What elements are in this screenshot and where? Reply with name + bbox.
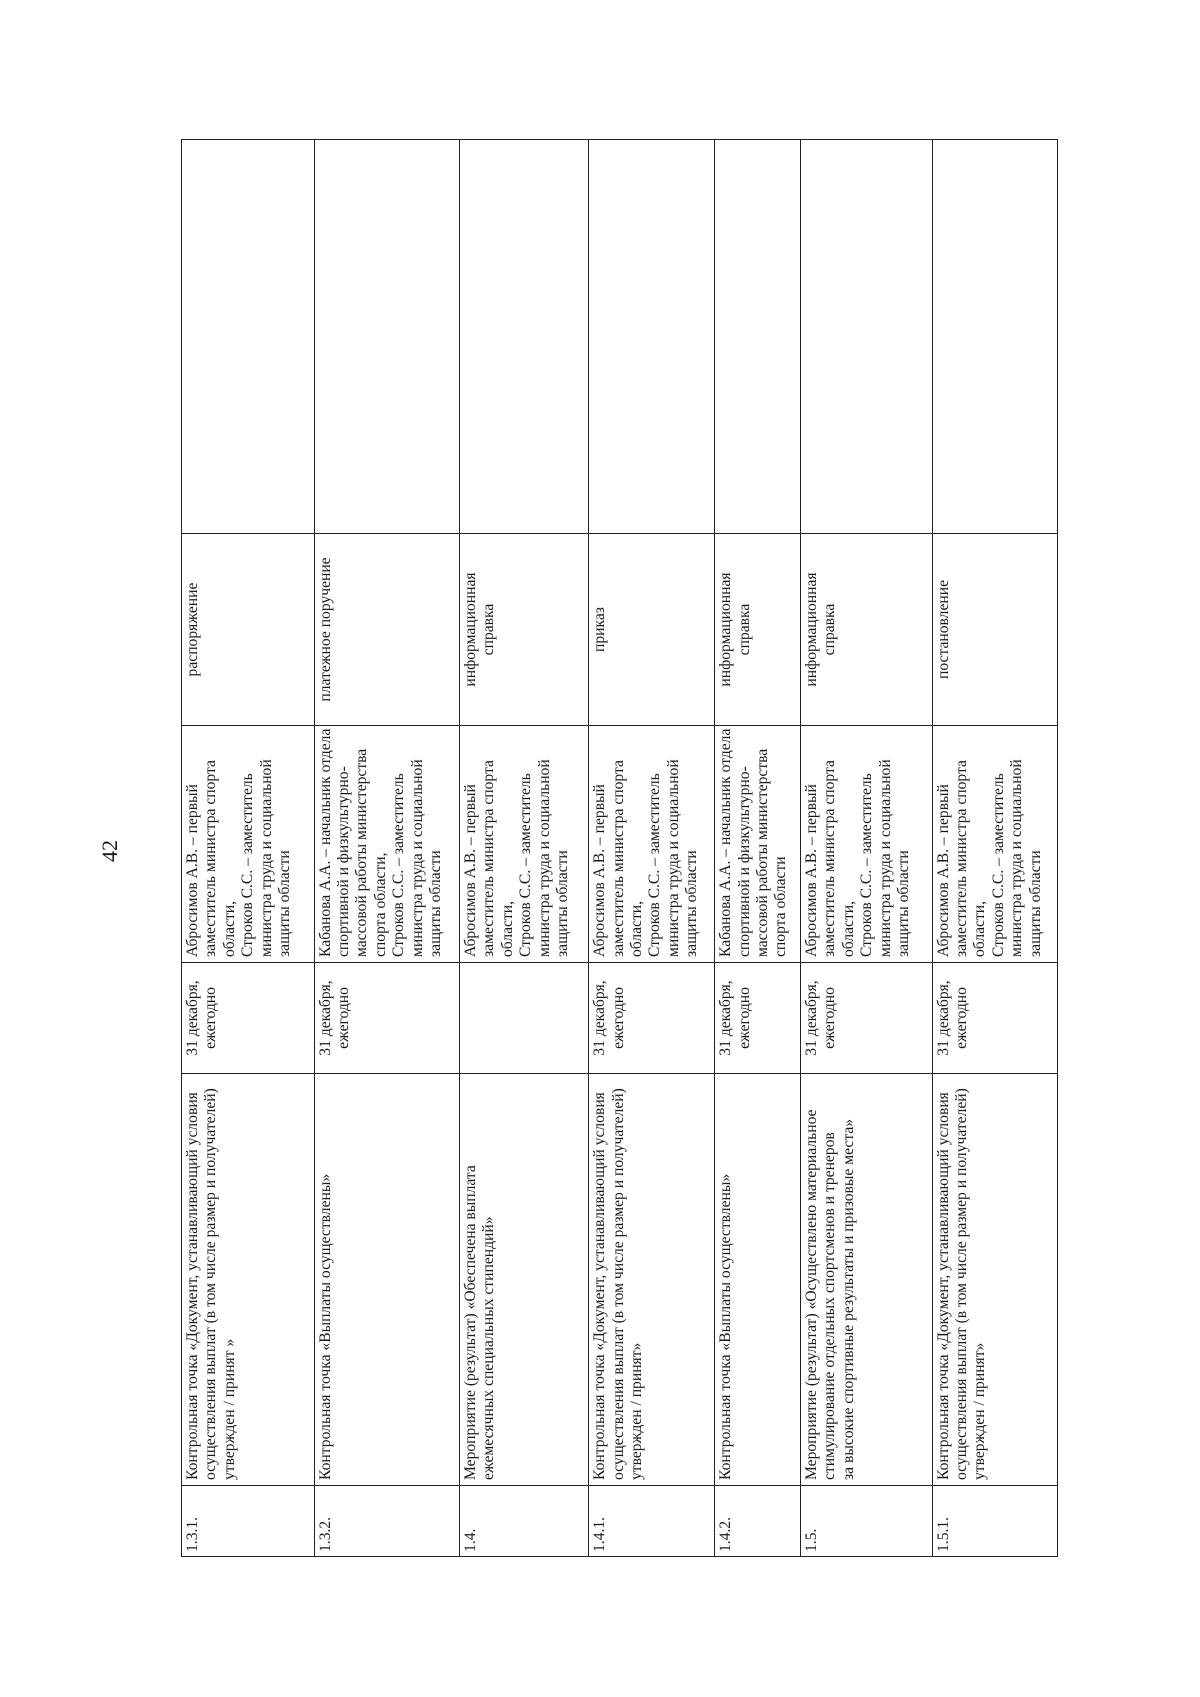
- cell-responsible-line: области,: [498, 900, 516, 957]
- cell-date-line: 31 декабря,: [591, 980, 609, 1056]
- cell-date: [314, 963, 459, 1074]
- cell-responsible-line: массовой работы министерства: [754, 748, 772, 957]
- cell-responsible-line: министра труда и социальной: [664, 759, 682, 957]
- cell-responsible-line: Абросимов А.В. – первый: [461, 784, 479, 957]
- cell-responsible-line: Строков С.С. – заместитель: [390, 773, 408, 957]
- cell-document-line: справка: [480, 603, 498, 656]
- cell-name-line: за высокие спортивные результаты и призовые места»: [839, 1118, 857, 1480]
- cell-responsible-line: спорта области: [772, 856, 790, 957]
- cell-document-line: справка: [735, 603, 753, 656]
- cell-document: [801, 534, 932, 726]
- cell-date: [459, 963, 588, 1074]
- cell-extra: [182, 140, 315, 534]
- cell-date: [715, 963, 801, 1074]
- cell-document-line: платежное поручение: [316, 557, 334, 702]
- cell-name: [459, 1074, 588, 1486]
- cell-responsible-line: Строков С.С. – заместитель: [858, 773, 876, 957]
- cell-document: [459, 534, 588, 726]
- cell-number: 1.3.1.: [182, 1486, 315, 1557]
- table-row: [801, 140, 932, 1557]
- cell-document-line: постановление: [934, 580, 952, 679]
- cell-extra: [459, 140, 588, 534]
- cell-responsible-line: Абросимов А.В. – первый: [934, 784, 952, 957]
- cell-responsible-line: Строков С.С. – заместитель: [239, 773, 257, 957]
- cell-date-line: ежегодно: [821, 987, 839, 1049]
- table-body: [182, 140, 1058, 1557]
- cell-responsible-line: Абросимов А.В. – первый: [184, 784, 201, 957]
- cell-responsible-line: защиты области: [895, 850, 913, 957]
- cell-name-line: осуществления выплат (в том числе размер и получателей): [609, 1088, 627, 1480]
- cell-extra: [715, 140, 801, 534]
- cell-name-line: Контрольная точка «Выплаты осуществлены»: [717, 1173, 735, 1480]
- cell-responsible-line: массовой работы министерства: [353, 748, 371, 957]
- cell-extra: [314, 140, 459, 534]
- cell-name-line: Контрольная точка «Документ, устанавливающий условия: [934, 1092, 952, 1480]
- cell-responsible-line: Кабанова А.А. – начальник отдела: [316, 728, 334, 957]
- cell-document-line: информационная: [461, 572, 479, 687]
- cell-name-line: ежемесячных специальных стипендий»: [480, 1216, 498, 1480]
- cell-responsible-line: министра труда и социальной: [876, 759, 894, 957]
- cell-responsible-line: области,: [220, 900, 238, 957]
- cell-responsible-line: спорта области,: [371, 852, 389, 957]
- cell-responsible-line: заместитель министра спорта: [821, 760, 839, 957]
- cell-responsible-line: Кабанова А.А. – начальник отдела: [717, 728, 735, 957]
- cell-number: 1.5.: [801, 1486, 932, 1557]
- cell-document-line: распоряжение: [184, 582, 201, 677]
- cell-name-line: осуществления выплат (в том числе размер и получателей): [202, 1088, 220, 1480]
- cell-date-line: ежегодно: [334, 987, 352, 1049]
- control-points-table: [181, 139, 1058, 1557]
- cell-responsible-line: Строков С.С. – заместитель: [517, 773, 535, 957]
- cell-responsible-line: заместитель министра спорта: [609, 760, 627, 957]
- cell-responsible: [932, 726, 1057, 963]
- cell-responsible: [801, 726, 932, 963]
- cell-document-line: информационная: [803, 572, 821, 687]
- cell-number: 1.3.2.: [314, 1486, 459, 1557]
- cell-responsible: [459, 726, 588, 963]
- cell-name-line: осуществления выплат (в том числе размер и получателей): [952, 1088, 970, 1480]
- cell-date-line: ежегодно: [609, 987, 627, 1049]
- cell-name-line: утвержден / принят»: [971, 1342, 989, 1480]
- table-row: [182, 140, 315, 1557]
- table-row: [459, 140, 588, 1557]
- cell-date: [589, 963, 715, 1074]
- cell-number: 1.5.1.: [932, 1486, 1057, 1557]
- cell-date-line: 31 декабря,: [184, 980, 201, 1056]
- cell-number: 1.4.: [459, 1486, 588, 1557]
- cell-date-line: ежегодно: [735, 987, 753, 1049]
- cell-responsible-line: министра труда и социальной: [1008, 759, 1026, 957]
- table-row: [932, 140, 1057, 1557]
- cell-name: [715, 1074, 801, 1486]
- cell-name: [801, 1074, 932, 1486]
- cell-name-line: утвержден / принят»: [628, 1342, 646, 1480]
- cell-name: [182, 1074, 315, 1486]
- cell-name: [589, 1074, 715, 1486]
- cell-name-line: Контрольная точка «Документ, устанавливающий условия: [184, 1092, 201, 1480]
- cell-date-line: 31 декабря,: [934, 980, 952, 1056]
- cell-responsible-line: Абросимов А.В. – первый: [591, 784, 609, 957]
- cell-document-line: приказ: [591, 607, 609, 652]
- cell-document: [182, 534, 315, 726]
- cell-responsible-line: защиты области: [426, 850, 444, 957]
- cell-date-line: ежегодно: [952, 987, 970, 1049]
- table-row: [589, 140, 715, 1557]
- cell-document: [314, 534, 459, 726]
- rotated-table-container: [181, 140, 1058, 1557]
- cell-date-line: 31 декабря,: [803, 980, 821, 1056]
- cell-date: [801, 963, 932, 1074]
- cell-responsible-line: министра труда и социальной: [408, 759, 426, 957]
- cell-date-line: 31 декабря,: [316, 980, 334, 1056]
- cell-responsible-line: заместитель министра спорта: [202, 760, 220, 957]
- page-number: 42: [97, 840, 122, 862]
- cell-responsible: [715, 726, 801, 963]
- cell-responsible-line: защиты области: [1026, 850, 1044, 957]
- cell-responsible-line: Строков С.С. – заместитель: [989, 773, 1007, 957]
- cell-extra: [801, 140, 932, 534]
- cell-name-line: Контрольная точка «Выплаты осуществлены»: [316, 1173, 334, 1480]
- cell-responsible-line: министра труда и социальной: [535, 759, 553, 957]
- cell-document-line: информационная: [717, 572, 735, 687]
- cell-responsible-line: спортивной и физкультурно-: [735, 766, 753, 957]
- cell-responsible-line: защиты области: [276, 850, 294, 957]
- cell-document: [932, 534, 1057, 726]
- cell-date-line: 31 декабря,: [717, 980, 735, 1056]
- cell-document-line: справка: [821, 603, 839, 656]
- cell-responsible-line: спортивной и физкультурно-: [334, 766, 352, 957]
- cell-name-line: Мероприятие (результат) «Обеспечена выплата: [461, 1165, 479, 1480]
- cell-responsible-line: министра труда и социальной: [257, 759, 275, 957]
- cell-responsible-line: области,: [971, 900, 989, 957]
- cell-name-line: утвержден / принят »: [220, 1338, 238, 1480]
- cell-responsible-line: области,: [628, 900, 646, 957]
- cell-document: [589, 534, 715, 726]
- cell-responsible: [314, 726, 459, 963]
- cell-responsible: [589, 726, 715, 963]
- cell-responsible-line: Абросимов А.В. – первый: [803, 784, 821, 957]
- table-row: [314, 140, 459, 1557]
- cell-name: [932, 1074, 1057, 1486]
- cell-name-line: Контрольная точка «Документ, устанавливающий условия: [591, 1092, 609, 1480]
- table-row: [715, 140, 801, 1557]
- cell-responsible-line: заместитель министра спорта: [952, 760, 970, 957]
- cell-responsible: [182, 726, 315, 963]
- cell-date-line: ежегодно: [202, 987, 220, 1049]
- cell-responsible-line: защиты области: [683, 850, 701, 957]
- cell-name-line: стимулирование отдельных спортсменов и тренеров: [821, 1132, 839, 1480]
- cell-document: [715, 534, 801, 726]
- cell-extra: [589, 140, 715, 534]
- cell-responsible-line: области,: [839, 900, 857, 957]
- cell-responsible-line: Строков С.С. – заместитель: [646, 773, 664, 957]
- cell-name-line: Мероприятие (результат) «Осуществлено материальное: [803, 1109, 821, 1480]
- cell-extra: [932, 140, 1057, 534]
- cell-number: 1.4.2.: [715, 1486, 801, 1557]
- cell-responsible-line: заместитель министра спорта: [480, 760, 498, 957]
- cell-date: [932, 963, 1057, 1074]
- cell-date: [182, 963, 315, 1074]
- cell-responsible-line: защиты области: [553, 850, 571, 957]
- cell-name: [314, 1074, 459, 1486]
- cell-number: 1.4.1.: [589, 1486, 715, 1557]
